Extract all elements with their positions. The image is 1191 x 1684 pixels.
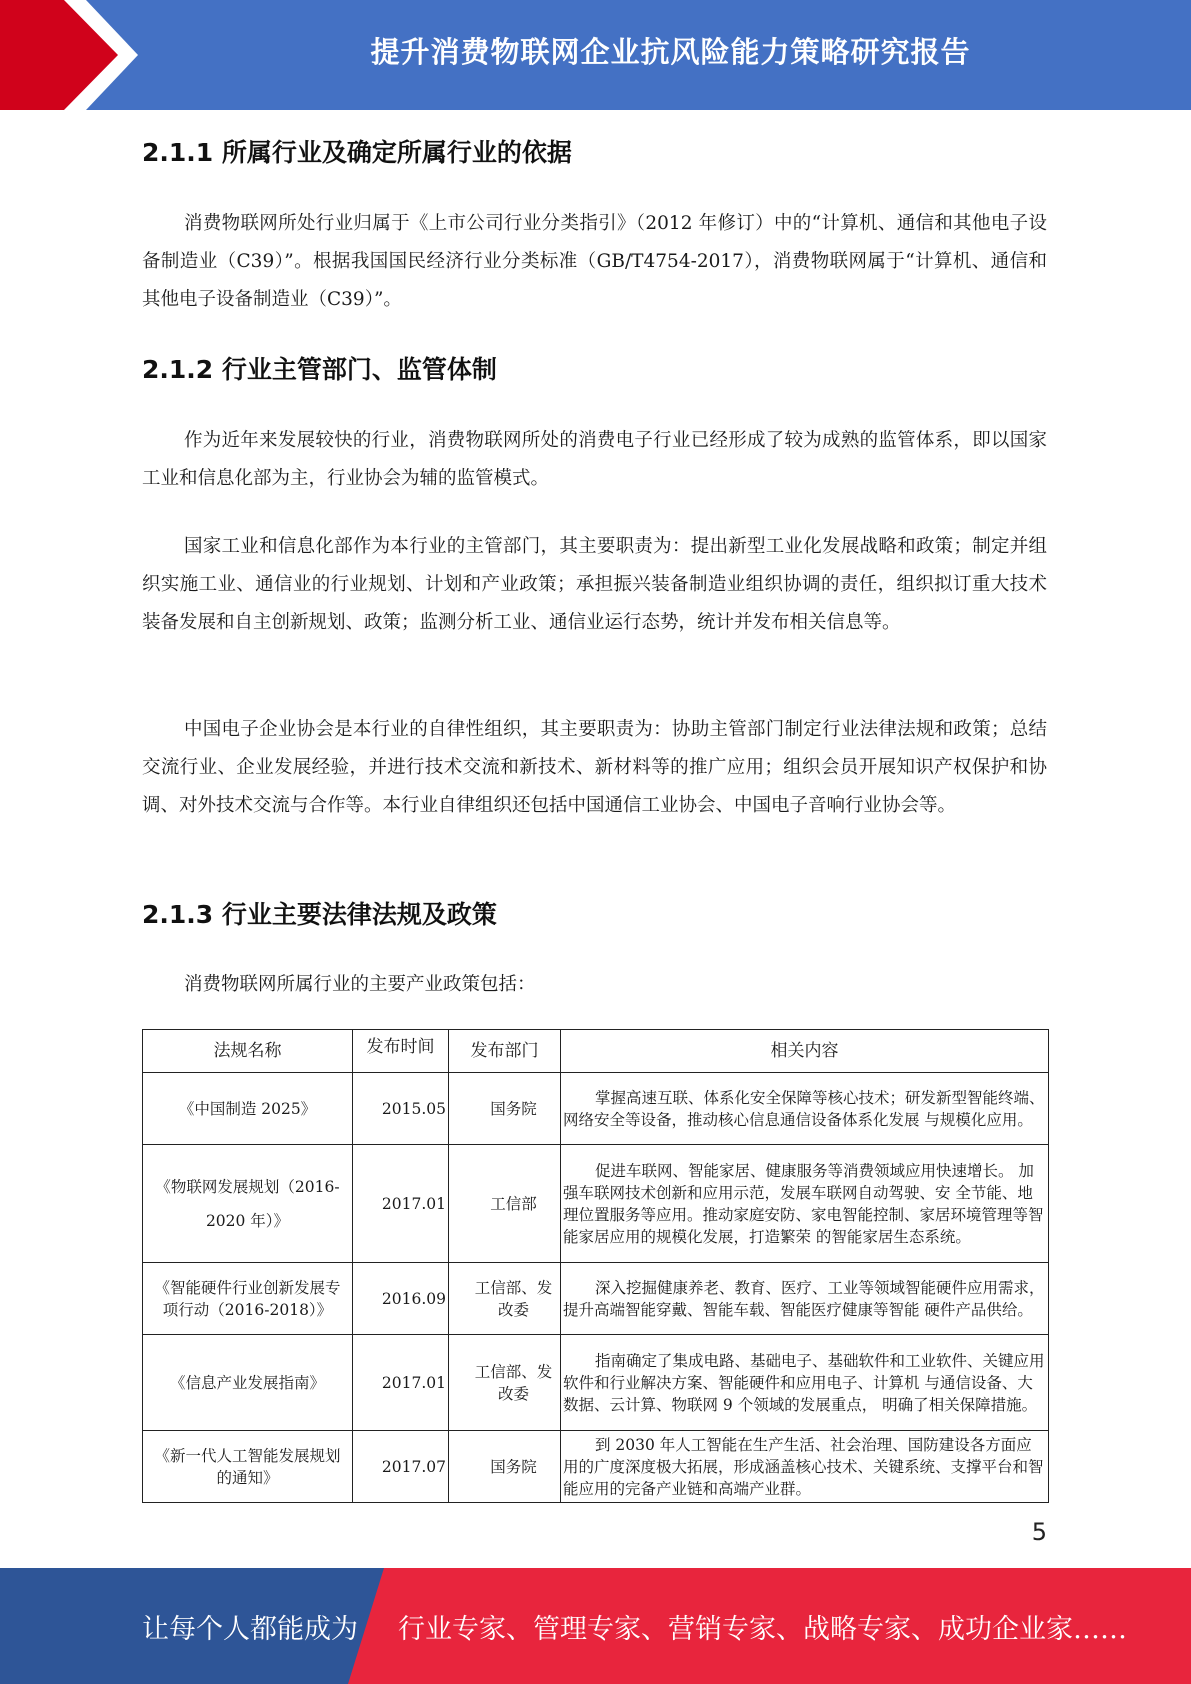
paragraph-miit-duties: 国家工业和信息化部作为本行业的主管部门，其主要职责为：提出新型工业化发展战略和政策；制定并组织实施工业、通信业的行业规划、计划和产业政策；承担振兴装备制造业组织协调的责任，组织拟订重大技术装备发展和自主创新规划、政策；监测分析工业、通信业运行态势，统计并发布相关信息等。 (142, 536, 1047, 633)
cell-dept: 国务院 (449, 1431, 561, 1503)
column-header-dept: 发布部门 (449, 1030, 561, 1073)
cell-name: 《物联网发展规划（2016-2020 年）》 (143, 1145, 353, 1263)
table-row (143, 1073, 1049, 1145)
cell-date: 2017.07 (353, 1431, 449, 1503)
policy-table (142, 1029, 1049, 1503)
cell-date: 2016.09 (353, 1263, 449, 1335)
paragraph-regulatory-system: 作为近年来发展较快的行业，消费物联网所处的消费电子行业已经形成了较为成熟的监管体系，即以国家工业和信息化部为主，行业协会为辅的监管模式。 (142, 430, 1047, 489)
cell-content: 到 2030 年人工智能在生产生活、社会治理、国防建设各方面应用的广度深度极大拓展，形成涵盖核心技术、关键系统、支撑平台和智能应用的完备产业链和高端产业群。 (561, 1431, 1049, 1503)
section-heading-2-1-1: 2.1.1 所属行业及确定所属行业的依据 (142, 138, 572, 167)
cell-date: 2017.01 (353, 1335, 449, 1431)
cell-content: 指南确定了集成电路、基础电子、基础软件和工业软件、关键应用软件和行业解决方案、智能硬件和应用电子、计算机 与通信设备、大数据、云计算、物联网 9 个领域的发展重点， 明确了相关保障措施。 (561, 1335, 1049, 1431)
section-heading-2-1-3: 2.1.3 行业主要法律法规及政策 (142, 900, 497, 929)
cell-date: 2015.05 (353, 1073, 449, 1145)
header-arrow-graphic (0, 0, 160, 110)
table-row (143, 1145, 1049, 1263)
column-header-content: 相关内容 (561, 1030, 1049, 1073)
table-row (143, 1263, 1049, 1335)
paragraph-policy-intro: 消费物联网所属行业的主要产业政策包括： (184, 974, 536, 995)
column-header-date: 发布时间 (353, 1030, 449, 1073)
page-header (0, 0, 1191, 110)
cell-dept: 国务院 (449, 1073, 561, 1145)
cell-name: 《智能硬件行业创新发展专项行动（2016-2018）》 (143, 1263, 353, 1335)
table-row (143, 1431, 1049, 1503)
cell-content: 促进车联网、智能家居、健康服务等消费领域应用快速增长。 加强车联网技术创新和应用示范，发展车联网自动驾驶、安 全节能、地理位置服务等应用。推动家庭安防、家电智能控制、家居环境管理等智能家居应用的规模化发展，打造繁荣 的智能家居生态系统。 (561, 1145, 1049, 1263)
paragraph-association-duties: 中国电子企业协会是本行业的自律性组织，其主要职责为：协助主管部门制定行业法律法规和政策；总结交流行业、企业发展经验，并进行技术交流和新技术、新材料等的推广应用；组织会员开展知识产权保护和协调、对外技术交流与合作等。本行业自律组织还包括中国通信工业协会、中国电子音响行业协会等。 (142, 719, 1047, 816)
cell-name: 《信息产业发展指南》 (143, 1335, 353, 1431)
cell-date: 2017.01 (353, 1145, 449, 1263)
cell-dept: 工信部、发 改委 (449, 1335, 561, 1431)
section-heading-2-1-2: 2.1.2 行业主管部门、监管体制 (142, 355, 497, 384)
footer-slogan-left: 让每个人都能成为 (142, 1613, 358, 1645)
cell-name: 《中国制造 2025》 (143, 1073, 353, 1145)
cell-content: 掌握高速互联、体系化安全保障等核心技术；研发新型智能终端、网络安全等设备，推动核心信息通信设备体系化发展 与规模化应用。 (561, 1073, 1049, 1145)
page-footer (0, 1568, 1191, 1684)
footer-slogan-right: 行业专家、管理专家、营销专家、战略专家、成功企业家…… (398, 1613, 1127, 1645)
column-header-name: 法规名称 (143, 1030, 353, 1073)
cell-content: 深入挖掘健康养老、教育、医疗、工业等领域智能硬件应用需求，提升高端智能穿戴、智能车载、智能医疗健康等智能 硬件产品供给。 (561, 1263, 1049, 1335)
table-header-row (143, 1030, 1049, 1073)
page-number: 5 (1031, 1518, 1047, 1546)
cell-dept: 工信部、发 改委 (449, 1263, 561, 1335)
report-title: 提升消费物联网企业抗风险能力策略研究报告 (370, 34, 971, 69)
table-row (143, 1335, 1049, 1431)
cell-name: 《新一代人工智能发展规划的通知》 (143, 1431, 353, 1503)
paragraph-industry-classification: 消费物联网所处行业归属于《上市公司行业分类指引》（2012 年修订）中的“计算机、通信和其他电子设备制造业（C39）”。根据我国国民经济行业分类标准（GB/T4754-2017），消费物联网属于“计算机、通信和其他电子设备制造业（C39）”。 (142, 213, 1047, 310)
cell-dept: 工信部 (449, 1145, 561, 1263)
